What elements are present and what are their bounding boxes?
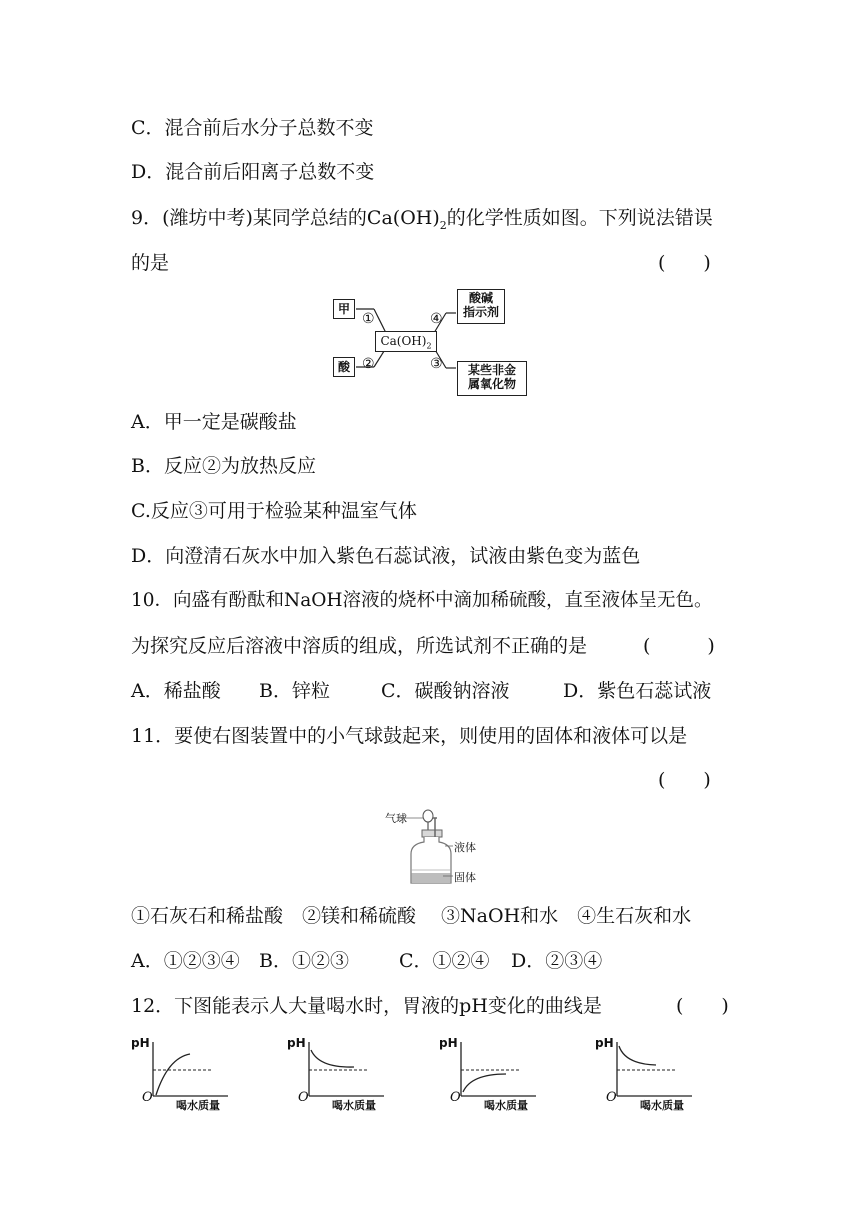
q11-apparatus-figure [385, 808, 485, 888]
q12-graph-d-ylabel: pH [595, 1036, 614, 1050]
q12-graph-c-ylabel: pH [439, 1036, 458, 1050]
q9-label-4: ④ [430, 311, 443, 327]
q11-label-solid: 固体 [454, 871, 476, 884]
q12-graph-b [284, 1034, 414, 1114]
q10-options [131, 679, 711, 703]
q8-option-c: C．混合前后水分子总数不变 [131, 117, 374, 139]
q11-label-balloon: 气球 [385, 812, 407, 825]
q12-graph-a-origin: O [142, 1090, 153, 1105]
q11-choices: ①石灰石和稀盐酸 ②镁和稀硫酸 ③NaOH和水 ④生石灰和水 [131, 905, 692, 927]
q9-stem-part-b: 的化学性质如图。下列说法错误 [446, 207, 713, 229]
q11-option-c: C．①②④ [399, 950, 490, 972]
q9-box-suan: 酸 [333, 357, 355, 377]
q12-graph-a-xlabel: 喝水质量 [176, 1099, 220, 1112]
q9-stem-subscript: 2 [439, 218, 447, 232]
q9-diagram [330, 286, 530, 396]
q11-option-d: D．②③④ [511, 950, 603, 972]
q12-graph-c-xlabel: 喝水质量 [484, 1099, 528, 1112]
q9-label-2: ② [362, 356, 375, 372]
q12-graph-b-xlabel: 喝水质量 [332, 1099, 376, 1112]
q9-stem [131, 206, 713, 238]
q9-label-1: ① [362, 311, 375, 327]
q10-option-d: D．紫色石蕊试液 [563, 680, 712, 702]
q9-label-3: ③ [430, 356, 443, 372]
q11-label-liquid: 液体 [454, 841, 476, 854]
q10-option-b: B．锌粒 [259, 680, 330, 702]
q10-option-a: A．稀盐酸 [131, 680, 221, 702]
q12-graph-d [592, 1034, 722, 1114]
q11-option-a: A．①②③④ [131, 950, 240, 972]
q12-graph-c [436, 1034, 566, 1114]
q9-box-jia: 甲 [333, 299, 355, 319]
q12-graph-b-origin: O [298, 1090, 309, 1105]
q9-option-d: D．向澄清石灰水中加入紫色石蕊试液，试液由紫色变为蓝色 [131, 545, 641, 567]
q12-graph-c-origin: O [450, 1090, 461, 1105]
q10-stem-line1: 10．向盛有酚酞和NaOH溶液的烧杯中滴加稀硫酸，直至液体呈无色。 [131, 590, 713, 611]
q9-stem-part-a: 9．(潍坊中考)某同学总结的Ca(OH) [131, 207, 440, 229]
q10-option-c: C．碳酸钠溶液 [381, 680, 510, 702]
q11-options [131, 949, 602, 973]
q9-option-c: C.反应③可用于检验某种温室气体 [131, 500, 417, 522]
q12-graph-a-ylabel: pH [131, 1036, 150, 1050]
q11-answer-paren: ( ) [658, 769, 711, 791]
q11-option-b: B．①②③ [259, 950, 349, 972]
q12-graph-d-xlabel: 喝水质量 [640, 1099, 684, 1112]
q9-box-oxide: 某些非金 属氧化物 [457, 361, 527, 396]
q9-box-center: $Ca(OH)_2$ [375, 331, 437, 352]
q10-stem-line2: 为探究反应后溶液中溶质的组成，所选试剂不正确的是 [131, 635, 588, 657]
q11-stem: 11．要使右图装置中的小气球鼓起来，则使用的固体和液体可以是 [131, 725, 688, 747]
q12-graph-d-origin: O [606, 1090, 617, 1105]
q9-option-a: A．甲一定是碳酸盐 [131, 411, 297, 433]
q9-stem-line2: 的是 [131, 252, 170, 274]
q8-option-d: D．混合前后阳离子总数不变 [131, 161, 375, 183]
q12-graph-a [128, 1034, 258, 1114]
q12-graph-b-ylabel: pH [287, 1036, 306, 1050]
q12-answer-paren: ( ) [676, 995, 729, 1017]
q9-answer-paren: ( ) [658, 252, 711, 274]
q10-answer-paren: ( ) [643, 635, 715, 657]
q9-option-b: B．反应②为放热反应 [131, 455, 316, 477]
q12-stem: 12．下图能表示人大量喝水时，胃液的pH变化的曲线是 [131, 995, 602, 1017]
q9-box-indicator: 酸碱 指示剂 [457, 289, 505, 324]
